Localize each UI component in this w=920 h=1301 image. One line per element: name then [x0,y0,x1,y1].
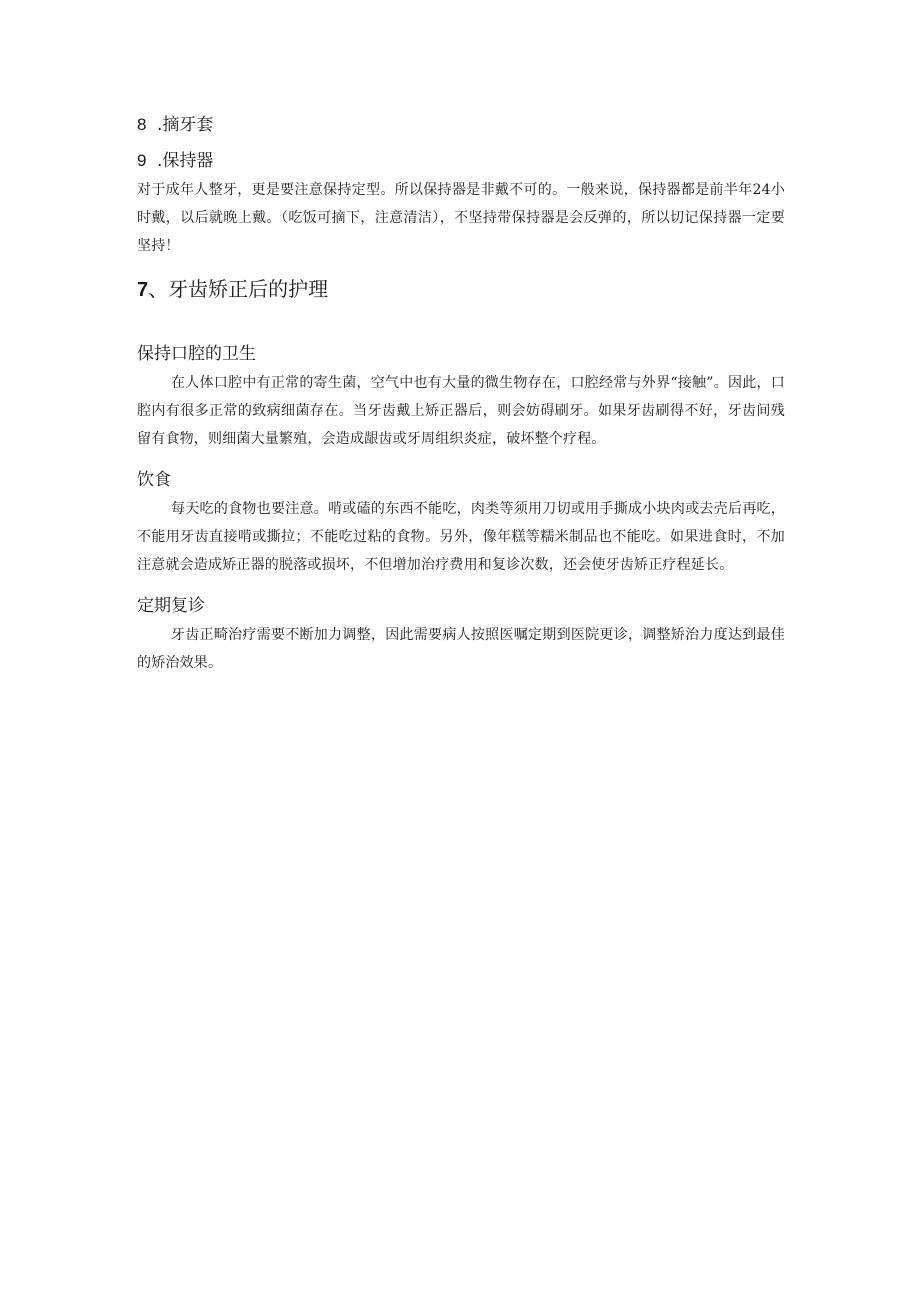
document-content [137,110,785,677]
subsection-body-diet: 每天吃的食物也要注意。啃或磕的东西不能吃，肉类等须用刀切或用手撕成小块肉或去壳后再吃，不能用牙齿直接啃或撕拉；不能吃过粘的食物。另外，像年糕等糯米制品也不能吃。如果进食时，不加注意就会造成矫正器的脱落或损坏，不但增加治疗费用和复诊次数，还会使牙齿矫正疗程延长。 [137,501,785,573]
item-heading-8 [137,110,785,140]
subsection-body-hygiene: 在人体口腔中有正常的寄生菌，空气中也有大量的微生物存在，口腔经常与外界“接触”。因此，口腔内有很多正常的致病细菌存在。当牙齿戴上矫正器后，则会妨碍刷牙。如果牙齿刷得不好，牙齿间残留有食物，则细菌大量繁殖，会造成龈齿或牙周组织炎症，破坏整个疗程。 [137,375,785,447]
item-label: .保持器 [157,151,214,171]
subsection-title-hygiene: 保持口腔的卫生 [137,344,256,364]
retainer-paragraph: 对于成年人整牙，更是要注意保持定型。所以保持器是非戴不可的。一般来说，保持器都是前半年24小时戴，以后就晚上戴。（吃饭可摘下，注意清洁），不坚持带保持器是会反弹的，所以切记保持器一定要坚持！ [137,182,785,254]
subsection-title-diet: 饮食 [137,470,171,490]
section-heading [137,274,785,305]
section-title: 、牙齿矫正后的护理 [148,277,329,301]
item-label: .摘牙套 [157,115,214,135]
item-number: 8 [137,115,147,134]
section-number: 7 [137,279,149,301]
item-heading-9 [137,146,785,176]
subsection-body-checkup: 牙齿正畸治疗需要不断加力调整，因此需要病人按照医嘱定期到医院更诊，调整矫治力度达到最佳的矫治效果。 [137,627,785,671]
item-number: 9 [137,151,147,170]
subsection-title-checkup: 定期复诊 [137,596,205,616]
